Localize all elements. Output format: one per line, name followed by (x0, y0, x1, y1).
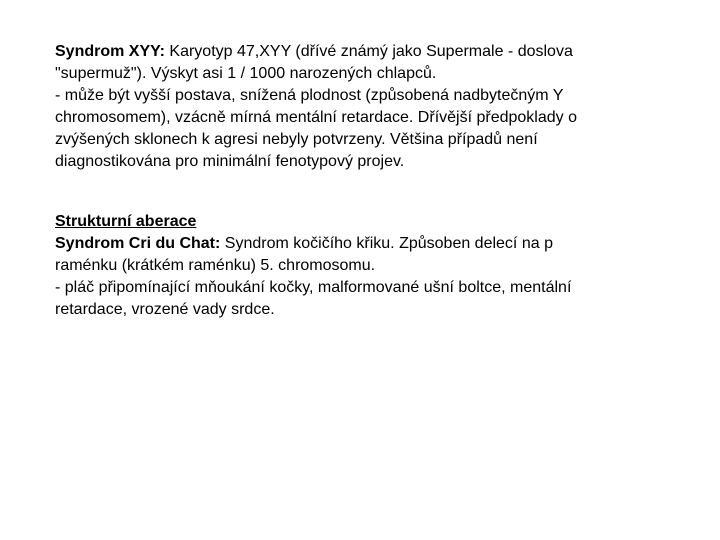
xyy-title: Syndrom XYY: (55, 43, 165, 60)
xyy-line-2: "supermuž"). Výskyt asi 1 / 1000 narozených chlapců. (55, 65, 437, 82)
xyy-text-1: Karyotyp 47,XYY (dřívé známý jako Supermale - doslova (164, 43, 573, 60)
structural-aberration-heading: Strukturní aberace (55, 213, 197, 230)
cri-line-1 (55, 233, 685, 255)
cri-du-chat-section (55, 211, 685, 321)
xyy-line-1 (55, 41, 685, 63)
cri-title: Syndrom Cri du Chat: (55, 235, 221, 252)
cri-line-2: raménku (krátkém raménku) 5. chromosomu. (55, 257, 376, 274)
xyy-line-3: - může být vyšší postava, snížená plodnost (způsobená nadbytečným Y (55, 87, 564, 104)
cri-line-3: - pláč připomínající mňoukání kočky, malformované ušní boltce, mentální (55, 279, 572, 296)
cri-text-1: Syndrom kočičího křiku. Způsoben delecí na p (220, 235, 553, 252)
xyy-section (55, 41, 685, 173)
cri-line-4: retardace, vrozené vady srdce. (55, 301, 275, 318)
xyy-line-4: chromosomem), vzácně mírná mentální retardace. Dřívější předpoklady o (55, 109, 577, 126)
xyy-line-5: zvýšených sklonech k agresi nebyly potvrzeny. Většina případů není (55, 131, 538, 148)
xyy-line-6: diagnostikována pro minimální fenotypový projev. (55, 153, 405, 170)
